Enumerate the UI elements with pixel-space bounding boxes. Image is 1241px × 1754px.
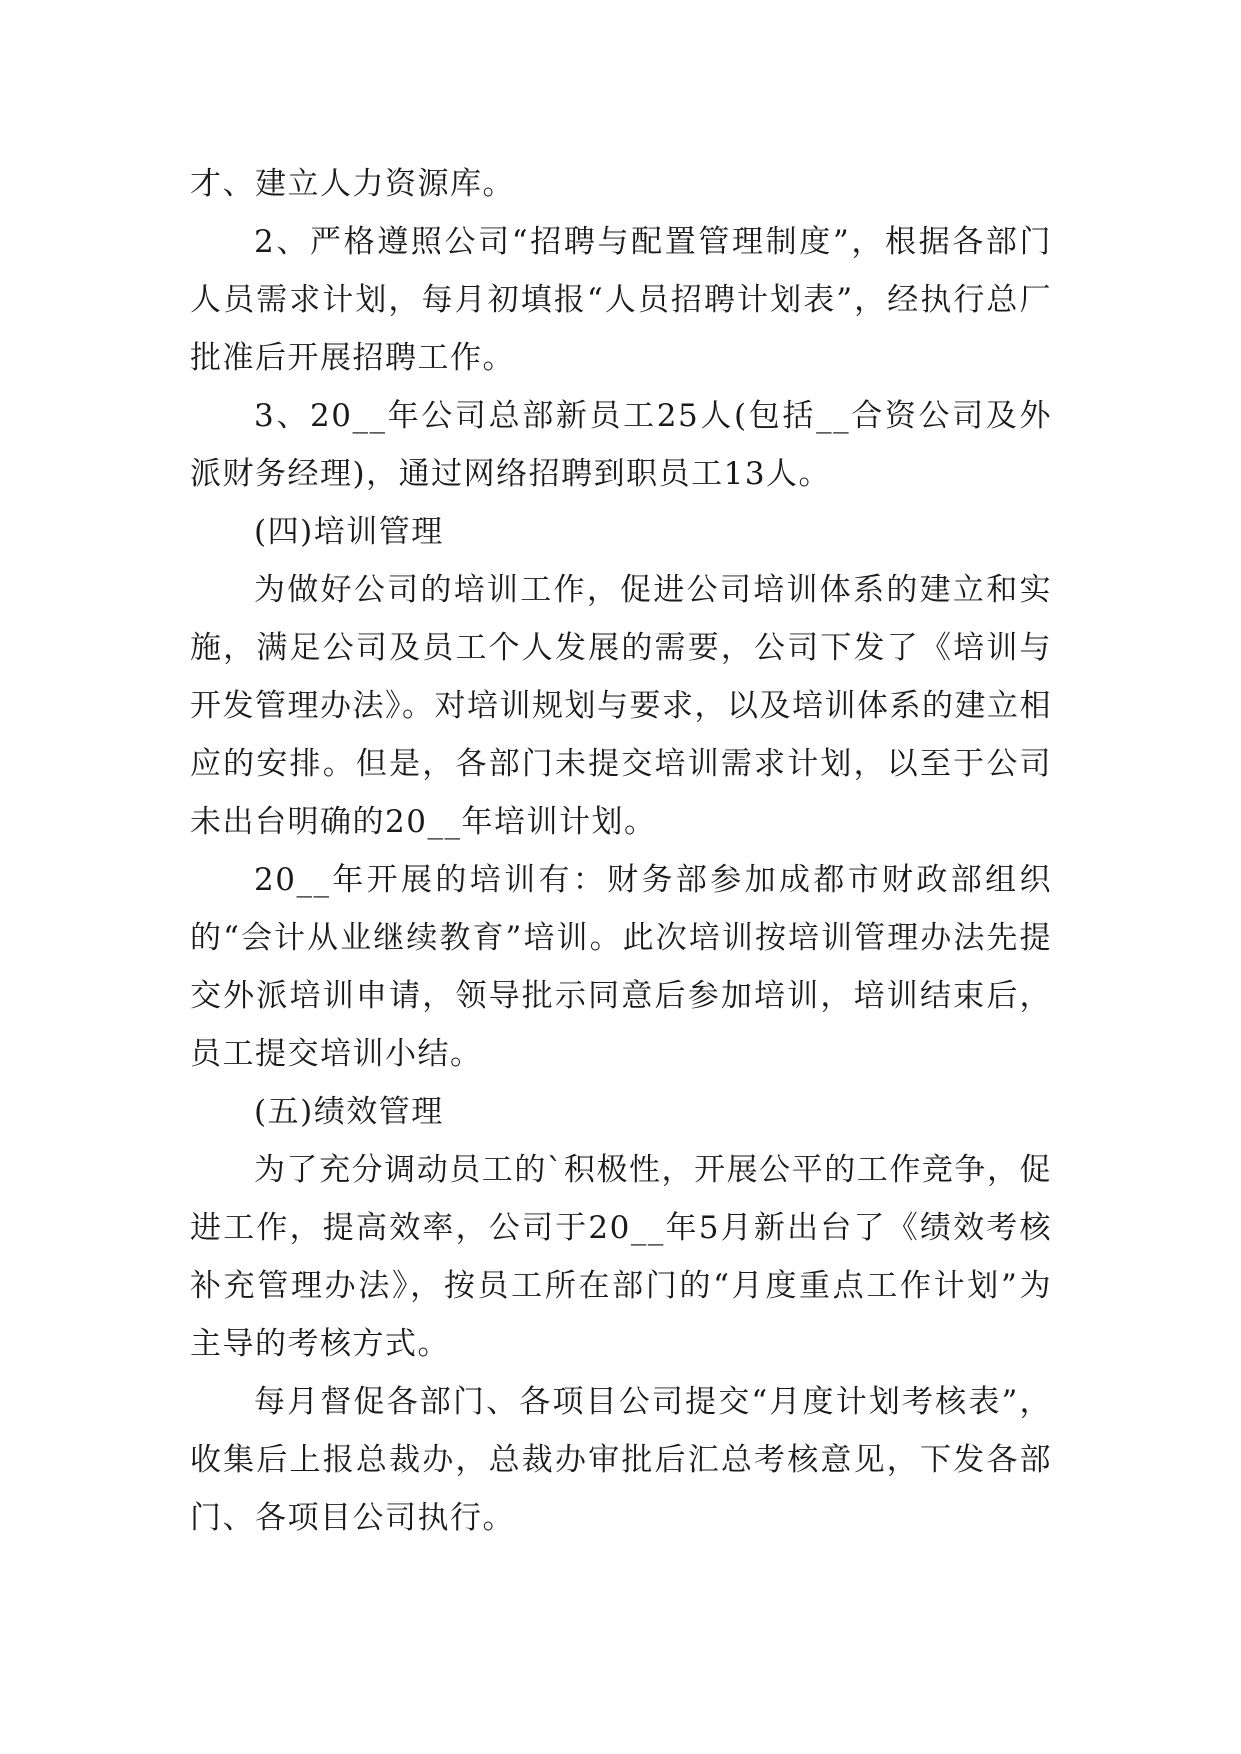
paragraph-item-3: 3、20__年公司总部新员工25人(包括__合资公司及外派财务经理)，通过网络招聘到职员工13人。 (190, 398, 1052, 492)
paragraph-training-intro: 为做好公司的培训工作，促进公司培训体系的建立和实施，满足公司及员工个人发展的需要，公司下发了《培训与开发管理办法》。对培训规划与要求，以及培训体系的建立相应的安排。但是，各部门未提交培训需求计划，以至于公司未出台明确的20__年培训计划。 (190, 572, 1052, 840)
paragraph-performance-intro: 为了充分调动员工的`积极性，开展公平的工作竞争，促进工作，提高效率，公司于20__年5月新出台了《绩效考核补充管理办法》，按员工所在部门的“月度重点工作计划”为主导的考核方式。 (190, 1152, 1052, 1362)
paragraph-training-conducted: 20__年开展的培训有：财务部参加成都市财政部组织的“会计从业继续教育”培训。此次培训按培训管理办法先提交外派培训申请，领导批示同意后参加培训，培训结束后，员工提交培训小结。 (190, 862, 1052, 1072)
section-heading-performance: (五)绩效管理 (254, 1094, 444, 1130)
paragraph-item-2: 2、严格遵照公司“招聘与配置管理制度”，根据各部门人员需求计划，每月初填报“人员招聘计划表”，经执行总厂批准后开展招聘工作。 (190, 224, 1052, 376)
document-page (190, 155, 1052, 1547)
paragraph-performance-monthly: 每月督促各部门、各项目公司提交“月度计划考核表”，收集后上报总裁办，总裁办审批后汇总考核意见，下发各部门、各项目公司执行。 (190, 1384, 1052, 1536)
section-heading-training: (四)培训管理 (254, 514, 444, 550)
paragraph-continuation: 才、建立人力资源库。 (190, 166, 515, 202)
